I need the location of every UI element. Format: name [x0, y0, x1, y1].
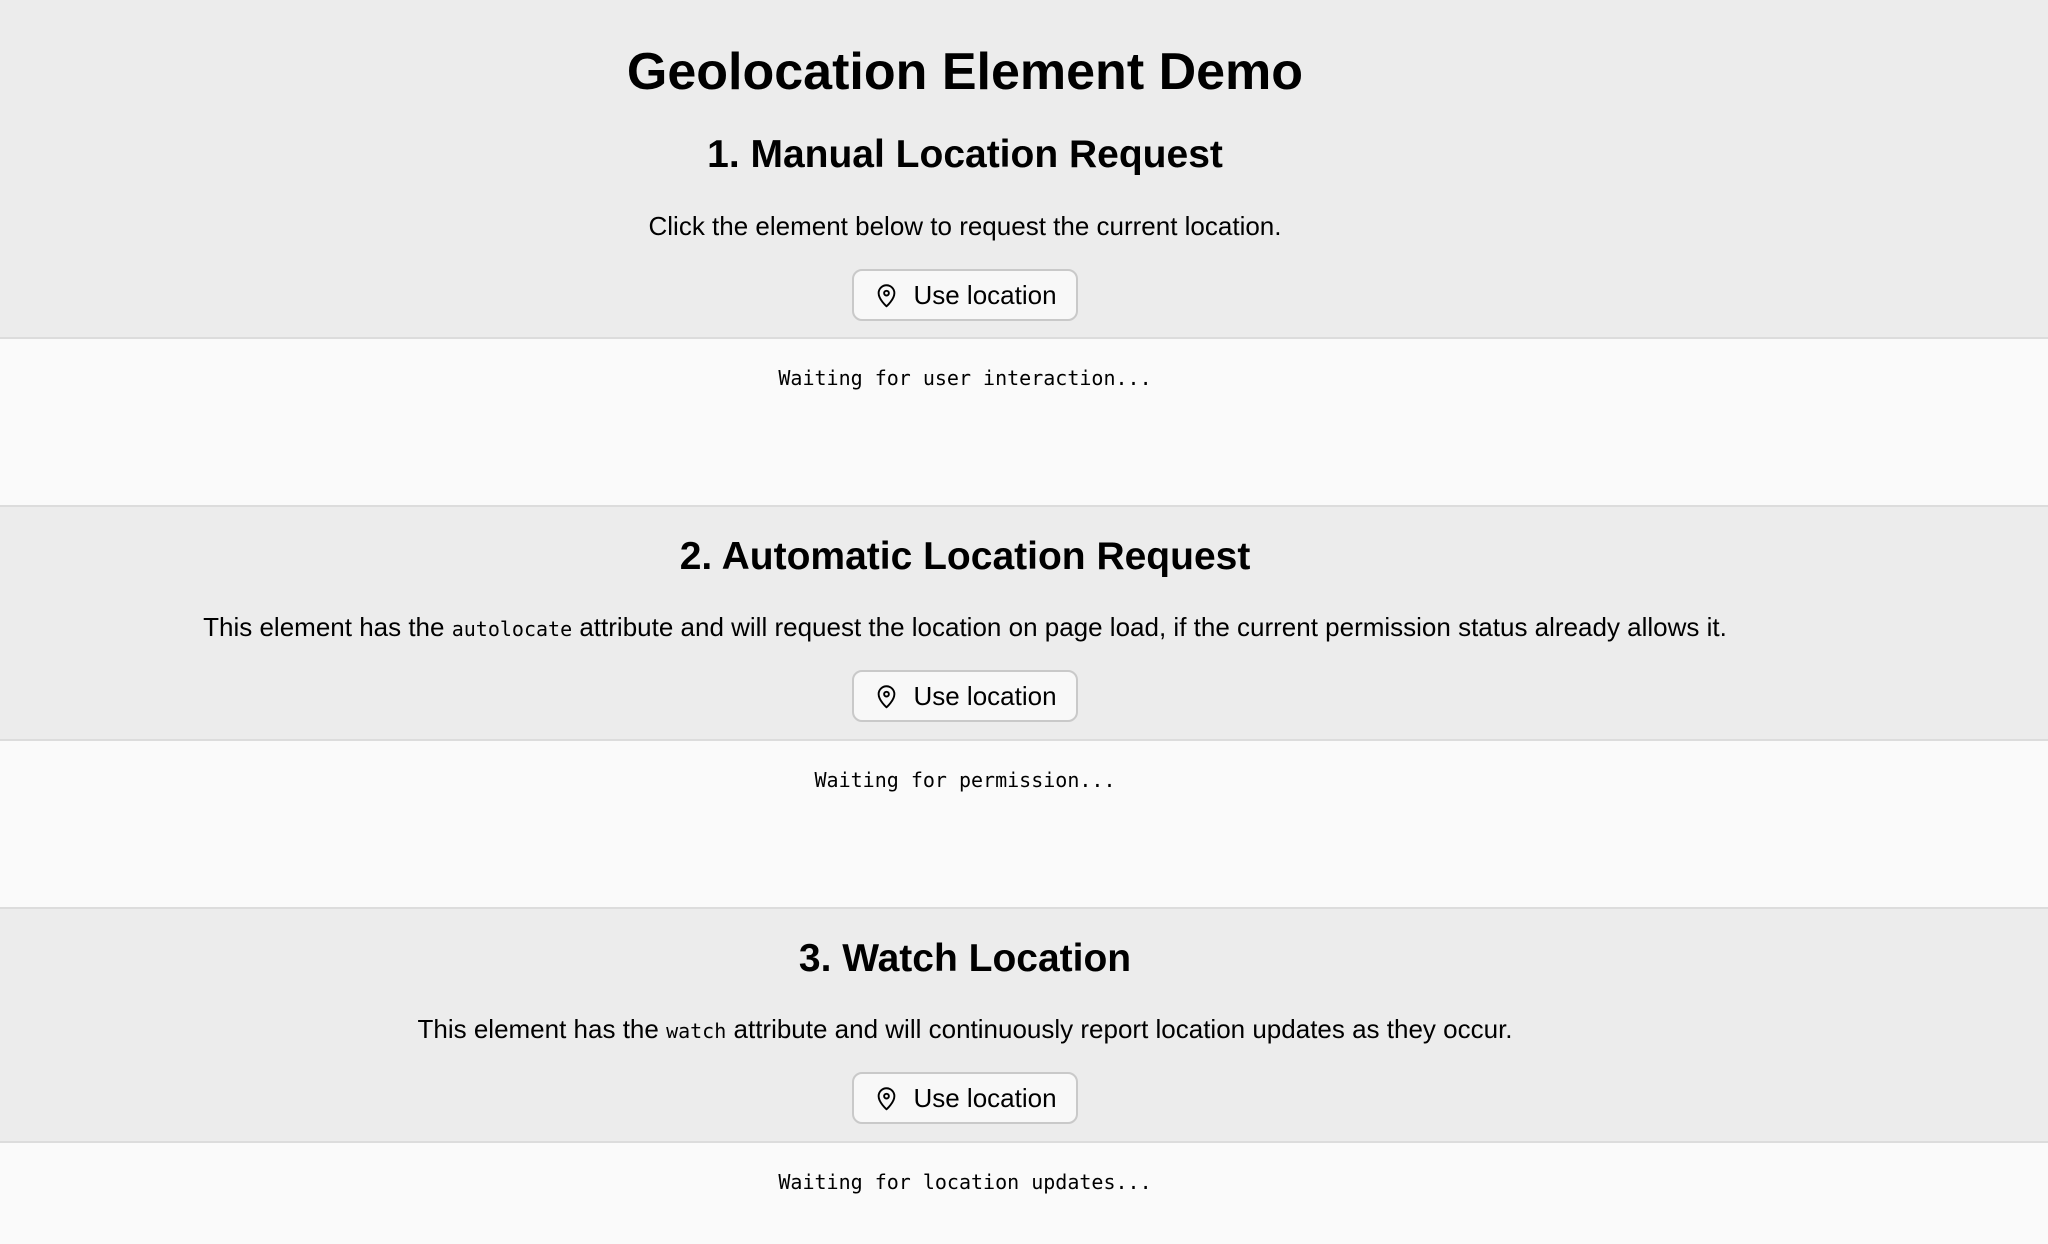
status-area-automatic [0, 741, 2048, 909]
use-location-button-watch[interactable] [852, 1072, 1077, 1124]
status-text-manual: Waiting for user interaction... [778, 366, 1152, 390]
status-content [0, 768, 1930, 792]
description-code: watch [666, 1019, 727, 1043]
section-content [0, 533, 1930, 722]
section-description-watch [0, 1014, 1930, 1047]
status-area-manual [0, 339, 2048, 507]
page-title: Geolocation Element Demo [626, 43, 1304, 101]
location-pin-icon [873, 1085, 900, 1112]
section-automatic-location [0, 507, 2048, 741]
description-text: Click the element below to request the current location. [648, 211, 1282, 241]
use-location-label: Use location [913, 1082, 1057, 1113]
status-area-watch [0, 1143, 2048, 1244]
section-heading-manual: 1. Manual Location Request [707, 133, 1223, 176]
section-content [0, 42, 1930, 321]
use-location-button-automatic[interactable] [852, 670, 1077, 722]
section-watch-location [0, 909, 2048, 1143]
location-pin-icon [873, 683, 900, 710]
use-location-button-manual[interactable] [852, 269, 1077, 321]
location-pin-icon [873, 282, 900, 309]
description-text: This element has the [203, 612, 452, 642]
description-text: This element has the [417, 1014, 667, 1044]
description-code: autolocate [451, 617, 573, 641]
status-content [0, 1170, 1930, 1194]
section-content [0, 935, 1930, 1124]
description-text: attribute and will continuously report location updates as they occur. [726, 1014, 1513, 1044]
section-manual-location [0, 0, 2048, 339]
use-location-label: Use location [913, 279, 1057, 310]
section-description-automatic [0, 612, 1930, 645]
section-heading-automatic: 2. Automatic Location Request [679, 535, 1251, 578]
status-text-automatic: Waiting for permission... [814, 768, 1116, 792]
section-description-manual [0, 211, 1930, 244]
status-text-watch: Waiting for location updates... [778, 1170, 1152, 1194]
use-location-label: Use location [913, 680, 1057, 711]
section-heading-watch: 3. Watch Location [798, 937, 1132, 980]
status-content [0, 366, 1930, 390]
description-text: attribute and will request the location on page load, if the current permission status already allows it. [572, 612, 1727, 642]
